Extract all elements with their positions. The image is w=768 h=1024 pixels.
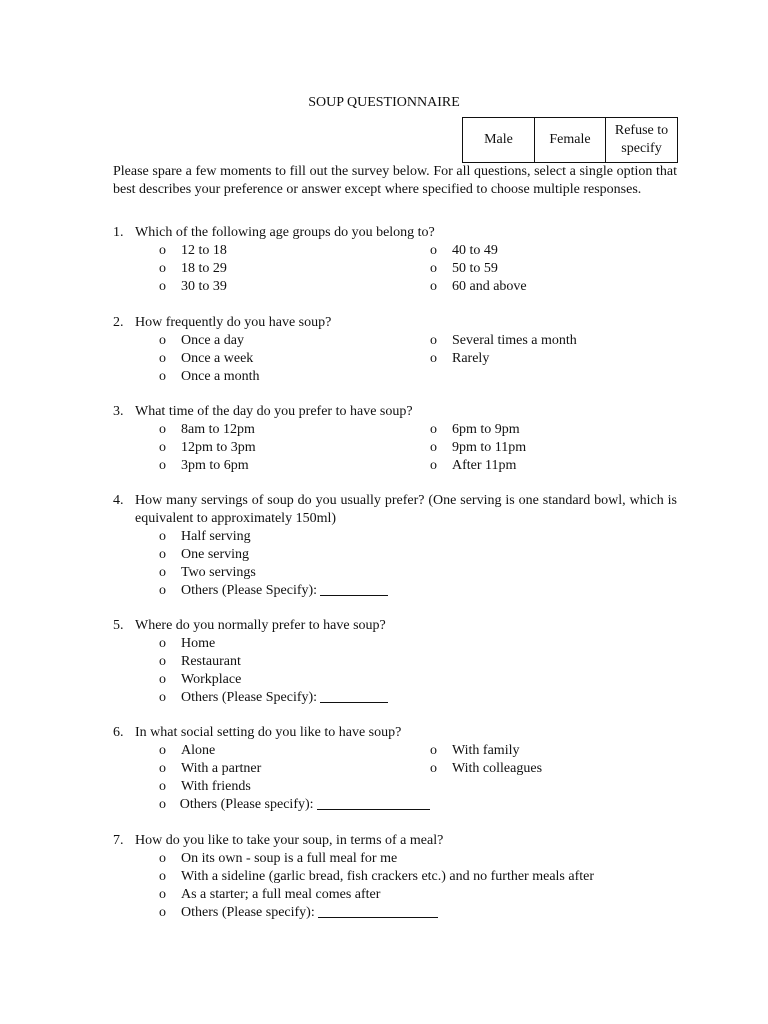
option-bullet-icon: o [430,279,437,294]
question-number: 3. [113,404,124,419]
option-18-to-29[interactable]: o 18 to 29 [159,261,227,276]
option-bullet-icon: o [159,905,166,920]
gender-male-cell[interactable]: Male [463,118,535,163]
gender-female-cell[interactable]: Female [535,118,606,163]
option-alone[interactable]: o Alone [159,743,216,758]
question-number: 1. [113,225,124,240]
option-bullet-icon: o [430,333,437,348]
option-with-family[interactable]: o With family [430,743,520,758]
question-7 [113,832,677,922]
option-bullet-icon: o [159,779,166,794]
option-bullet-icon: o [159,743,166,758]
question-3 [113,403,677,475]
question-number: 7. [113,833,124,848]
option-bullet-icon: o [159,869,166,884]
specify-blank-field[interactable] [320,582,388,596]
option-bullet-icon: o [159,565,166,580]
option-bullet-icon: o [159,243,166,258]
option-bullet-icon: o [159,672,166,687]
option-bullet-icon: o [430,458,437,473]
option-one-serving[interactable]: o One serving [159,547,250,562]
option-bullet-icon: o [430,440,437,455]
option-once-a-week[interactable]: o Once a week [159,351,254,366]
option-bullet-icon: o [159,583,166,598]
option-as-a-starter[interactable]: o As a starter; a full meal comes after [159,887,381,902]
option-others-specify[interactable]: o Others (Please specify): [113,904,677,922]
option-bullet-icon: o [159,690,166,705]
option-bullet-icon: o [159,440,166,455]
option-home[interactable]: o Home [159,636,216,651]
option-8am-to-12pm[interactable]: o 8am to 12pm [159,422,255,437]
option-several-times-a-month[interactable]: o Several times a month [430,333,577,348]
option-bullet-icon: o [159,761,166,776]
option-bullet-icon: o [430,422,437,437]
option-bullet-icon: o [430,351,437,366]
question-number: 2. [113,315,124,330]
option-once-a-day[interactable]: o Once a day [159,333,244,348]
option-workplace[interactable]: o Workplace [159,672,242,687]
question-2 [113,314,677,386]
option-with-a-partner[interactable]: o With a partner [159,761,262,776]
question-text: How do you like to take your soup, in terms of a meal? [135,833,444,848]
question-text: How frequently do you have soup? [135,315,332,330]
question-number: 5. [113,618,124,633]
specify-blank-field[interactable] [317,796,430,810]
question-number: 4. [113,493,124,508]
option-on-its-own[interactable]: o On its own - soup is a full meal for me [159,851,398,866]
option-60-and-above[interactable]: o 60 and above [430,279,527,294]
option-others-specify[interactable]: o Others (Please Specify): [113,689,430,707]
option-two-servings[interactable]: o Two servings [159,565,256,580]
specify-blank-field[interactable] [320,689,388,703]
specify-blank-field[interactable] [318,904,438,918]
option-bullet-icon: o [159,887,166,902]
option-others-specify[interactable]: o Others (Please Specify): [113,582,430,600]
option-30-to-39[interactable]: o 30 to 39 [159,279,227,294]
option-restaurant[interactable]: o Restaurant [159,654,241,669]
option-once-a-month[interactable]: o Once a month [159,369,260,384]
question-5 [113,617,677,707]
option-9pm-to-11pm[interactable]: o 9pm to 11pm [430,440,527,455]
question-text: How many servings of soup do you usually prefer? (One serving is one standard bowl, which is equivalent to approximately 150ml) [135,493,677,526]
option-bullet-icon: o [159,654,166,669]
option-3pm-to-6pm[interactable]: o 3pm to 6pm [159,458,249,473]
question-text: What time of the day do you prefer to have soup? [135,404,413,419]
option-bullet-icon: o [159,636,166,651]
question-text: Where do you normally prefer to have soup? [135,618,386,633]
option-6pm-to-9pm[interactable]: o 6pm to 9pm [430,422,520,437]
option-bullet-icon: o [159,351,166,366]
option-bullet-icon: o [430,761,437,776]
option-bullet-icon: o [159,261,166,276]
option-bullet-icon: o [159,458,166,473]
option-bullet-icon: o [159,851,166,866]
survey-instructions: Please spare a few moments to fill out the survey below. For all questions, select a single option that best describes your preference or answer except where specified to choose multiple responses. [113,164,677,197]
question-number: 6. [113,725,124,740]
question-4 [113,492,677,600]
option-bullet-icon: o [159,279,166,294]
question-1 [113,224,677,296]
option-others-specify[interactable]: o Others (Please specify): [113,796,430,814]
questionnaire-title: SOUP QUESTIONNAIRE [308,95,460,110]
option-40-to-49[interactable]: o 40 to 49 [430,243,498,258]
question-text: In what social setting do you like to have soup? [135,725,402,740]
option-bullet-icon: o [159,547,166,562]
option-12-to-18[interactable]: o 12 to 18 [159,243,227,258]
option-12pm-to-3pm[interactable]: o 12pm to 3pm [159,440,256,455]
option-50-to-59[interactable]: o 50 to 59 [430,261,498,276]
option-half-serving[interactable]: o Half serving [159,529,251,544]
option-with-friends[interactable]: o With friends [159,779,251,794]
option-bullet-icon: o [430,261,437,276]
question-6 [113,724,677,814]
question-text: Which of the following age groups do you belong to? [135,225,435,240]
option-bullet-icon: o [159,529,166,544]
option-bullet-icon: o [159,369,166,384]
option-with-colleagues[interactable]: o With colleagues [430,761,543,776]
gender-table [462,117,678,163]
option-bullet-icon: o [159,333,166,348]
gender-refuse-cell[interactable]: Refuse to specify [606,118,678,163]
option-bullet-icon: o [159,422,166,437]
option-rarely[interactable]: o Rarely [430,351,490,366]
option-bullet-icon: o [159,797,166,812]
option-after-11pm[interactable]: o After 11pm [430,458,517,473]
option-bullet-icon: o [430,743,437,758]
option-with-a-sideline[interactable]: o With a sideline (garlic bread, fish crackers etc.) and no further meals after [159,869,595,884]
option-bullet-icon: o [430,243,437,258]
